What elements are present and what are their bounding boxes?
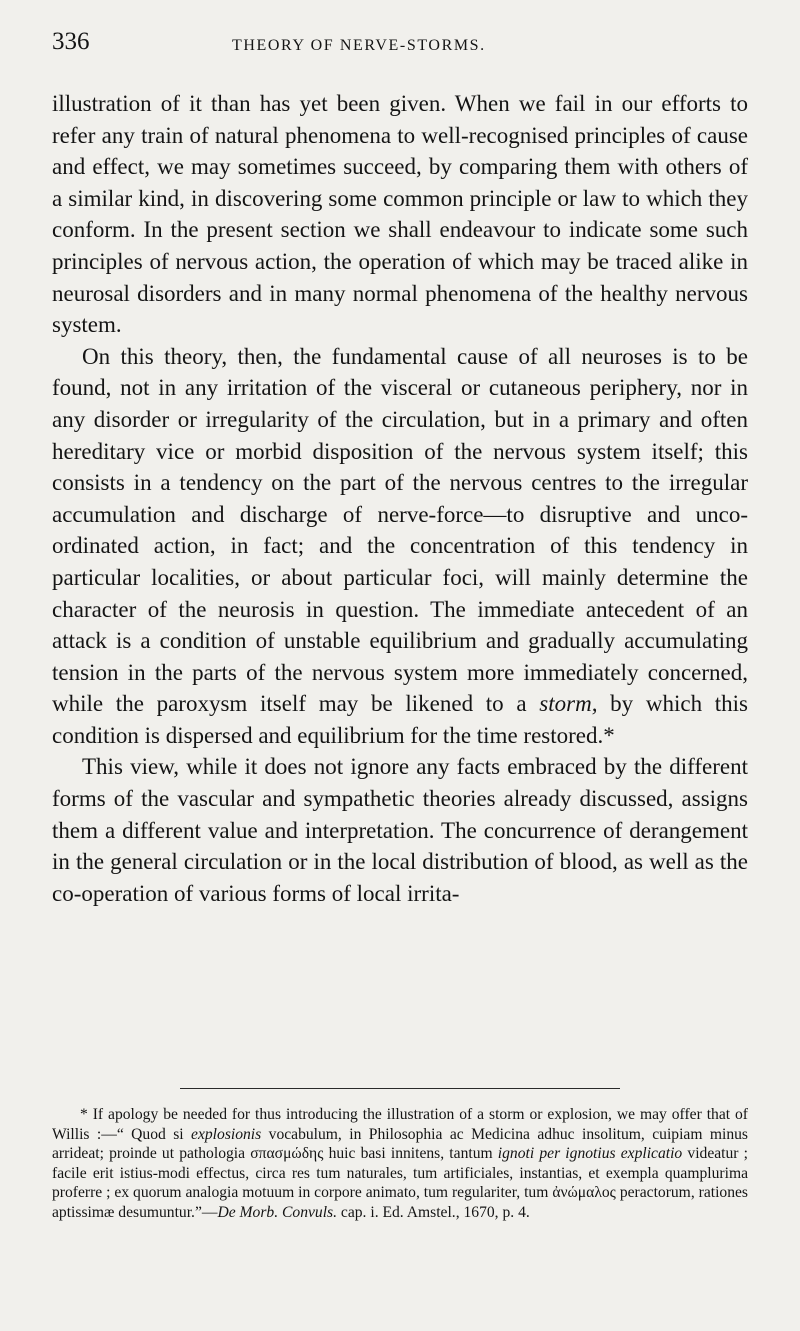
footnote-divider xyxy=(180,1088,620,1089)
page-number: 336 xyxy=(52,28,90,55)
paragraph-text: by which this condition is dispersed and equilibrium for the time restored.* xyxy=(52,691,748,748)
page-header xyxy=(52,28,748,60)
footnote-segment: cap. i. Ed. Amstel., 1670, p. 4. xyxy=(340,1203,530,1221)
running-head: THEORY OF NERVE-STORMS. xyxy=(232,37,486,54)
footnote-italic: De Morb. Convuls. xyxy=(217,1203,338,1221)
paragraph-text: On this theory, then, the fundamental cause of all neuroses is to be found, not in any irritation of the visceral or cutaneous periphery, nor in any disorder or irregularity of the circulation, but in a primary and often hereditary vice or morbid disposition of the nervous system itself; this consists in a tendency on the part of the nervous centres to the irregular accumulation and discharge of nerve-force—to disruptive and unco-ordinated action, in fact; and the concentration of this tendency in particular localities, or about particular foci, will mainly determine the character of the neurosis in question. The immediate antecedent of an attack is a condition of unstable equilibrium and gradually accumulating tension in the parts of the nervous system more immediately concerned, while the paroxysm itself may be likened to a xyxy=(52,343,748,717)
paragraph-text: illustration of it than has yet been given. When we fail in our efforts to refer any train of natural phenomena to well-recognised principles of cause and effect, we may sometimes succeed, by comparing them with others of a similar kind, in discovering some common principle or law to which they conform. In the present section we shall endeavour to indicate some such principles of nervous action, the operation of which may be traced alike in neurosal disorders and in many normal phenomena of the healthy nervous system. xyxy=(52,91,748,338)
footnote-segment: videatur ; facile erit istius-modi effectus, circa res tum naturales, tum artificiales, instantias, et exempla quamplurima proferre ; ex quorum analogia motuum in corpore animato, tum regulariter, tum xyxy=(52,1145,748,1202)
footnote-italic: explosionis xyxy=(191,1125,262,1143)
paragraph xyxy=(52,88,748,341)
emphasis-text: storm, xyxy=(539,691,598,717)
paragraph xyxy=(52,341,748,752)
main-text xyxy=(52,88,748,909)
footnote-text xyxy=(52,1105,748,1223)
paragraph-text: This view, while it does not ignore any facts embraced by the different forms of the vascular and sympathetic theories already discussed, assigns them a different value and interpretation. The concurrence of derangement in the general circulation or in the local distribution of blood, as well as the co-operation of various forms of local irrita- xyxy=(52,754,748,906)
footnote-greek: ἀνώμαλος xyxy=(552,1184,616,1202)
footnote xyxy=(52,1105,748,1223)
footnote-italic: ignoti per ignotius explicatio xyxy=(497,1145,683,1163)
footnote-greek: σπασμώδης xyxy=(250,1145,324,1163)
paragraph xyxy=(52,751,748,909)
footnote-segment: peractorum, rationes aptissimæ desumuntur.”— xyxy=(52,1184,749,1221)
footnote-segment: * If apology be needed for thus introducing the illustration of a storm or explosion, we may offer that of Willis :—“ Quod si xyxy=(52,1106,748,1143)
footnote-segment: vocabulum, in Philosophia ac Medicina adhuc insolitum, cuipiam minus arrideat; proinde ut pathologia xyxy=(52,1125,748,1163)
footnote-segment: huic basi innitens, tantum xyxy=(328,1145,493,1163)
